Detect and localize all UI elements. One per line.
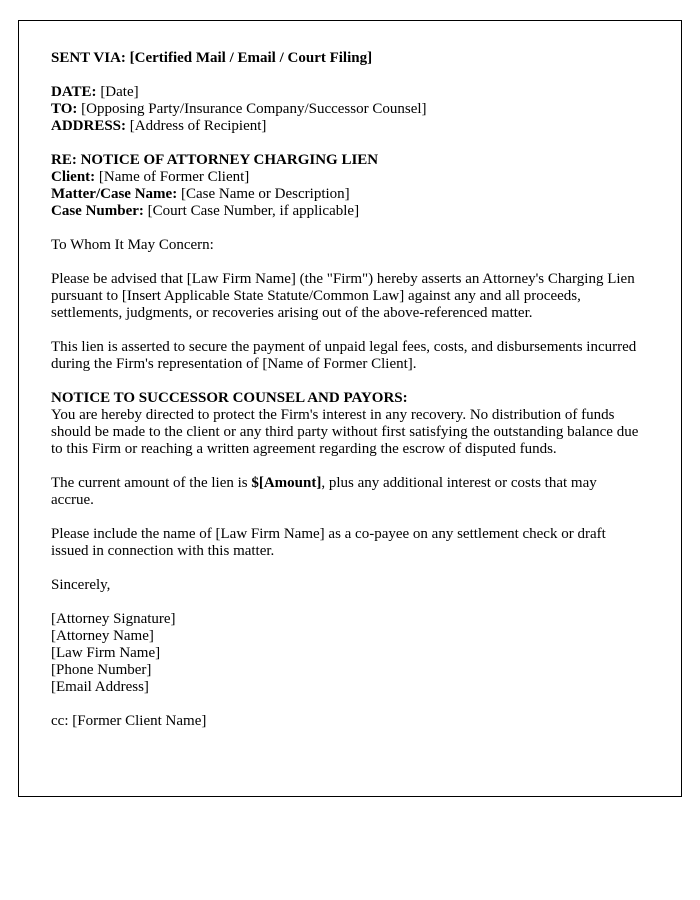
notice-heading: NOTICE TO SUCCESSOR COUNSEL AND PAYORS: — [51, 390, 408, 406]
re-line: RE: NOTICE OF ATTORNEY CHARGING LIEN — [51, 152, 379, 168]
notice-block — [51, 390, 639, 458]
letter-body — [19, 21, 681, 730]
recipient-block — [51, 84, 639, 135]
case-number-value: [Court Case Number, if applicable] — [143, 203, 360, 219]
matter-value: [Case Name or Description] — [177, 186, 350, 202]
body-paragraph-1: Please be advised that [Law Firm Name] (the "Firm") hereby asserts an Attorney's Charging Lien pursuant to [Insert Applicable State Statute/Common Law] against any and all proceeds, settlements, judgments, or recoveries arising out of the above-referenced matter. — [51, 271, 635, 321]
address-line — [51, 118, 639, 135]
signature-block — [51, 611, 639, 696]
amount-text-pre: The current amount of the lien is — [51, 475, 252, 491]
body-paragraph-2: This lien is asserted to secure the payment of unpaid legal fees, costs, and disbursements incurred during the Firm's representation of [Name of Former Client]. — [51, 339, 637, 372]
date-line — [51, 84, 639, 101]
to-label: TO: — [51, 101, 78, 117]
client-line — [51, 169, 639, 186]
to-value: [Opposing Party/Insurance Company/Successor Counsel] — [77, 101, 427, 117]
date-value: [Date] — [96, 84, 139, 100]
amount-paragraph — [51, 475, 639, 509]
closing: Sincerely, — [51, 577, 111, 593]
address-value: [Address of Recipient] — [126, 118, 267, 134]
sent-via-value: [Certified Mail / Email / Court Filing] — [125, 50, 373, 66]
sent-via-label: SENT VIA: — [51, 50, 126, 66]
sent-via-line — [51, 50, 639, 67]
to-line — [51, 101, 639, 118]
client-label: Client: — [51, 169, 96, 185]
re-block — [51, 152, 639, 220]
attorney-name-line: [Attorney Name] — [51, 628, 154, 644]
law-firm-name-line: [Law Firm Name] — [51, 645, 161, 661]
date-label: DATE: — [51, 84, 97, 100]
case-number-label: Case Number: — [51, 203, 144, 219]
case-number-line — [51, 203, 639, 220]
client-value: [Name of Former Client] — [95, 169, 250, 185]
amount-value: $[Amount] — [251, 475, 322, 491]
letter-page — [18, 20, 682, 797]
email-address-line: [Email Address] — [51, 679, 149, 695]
amount-text-post: , plus any additional interest or costs that may accrue. — [51, 475, 597, 508]
matter-label: Matter/Case Name: — [51, 186, 178, 202]
salutation: To Whom It May Concern: — [51, 237, 214, 253]
signature-line: [Attorney Signature] — [51, 611, 176, 627]
matter-line — [51, 186, 639, 203]
cc-line: cc: [Former Client Name] — [51, 713, 207, 729]
address-label: ADDRESS: — [51, 118, 127, 134]
notice-body: You are hereby directed to protect the Firm's interest in any recovery. No distribution of funds should be made to the client or any third party without first satisfying the outstanding balance due to this Firm or reaching a written agreement regarding the escrow of disputed funds. — [51, 407, 639, 457]
body-paragraph-3: Please include the name of [Law Firm Name] as a co-payee on any settlement check or draft issued in connection with this matter. — [51, 526, 606, 559]
phone-number-line: [Phone Number] — [51, 662, 152, 678]
